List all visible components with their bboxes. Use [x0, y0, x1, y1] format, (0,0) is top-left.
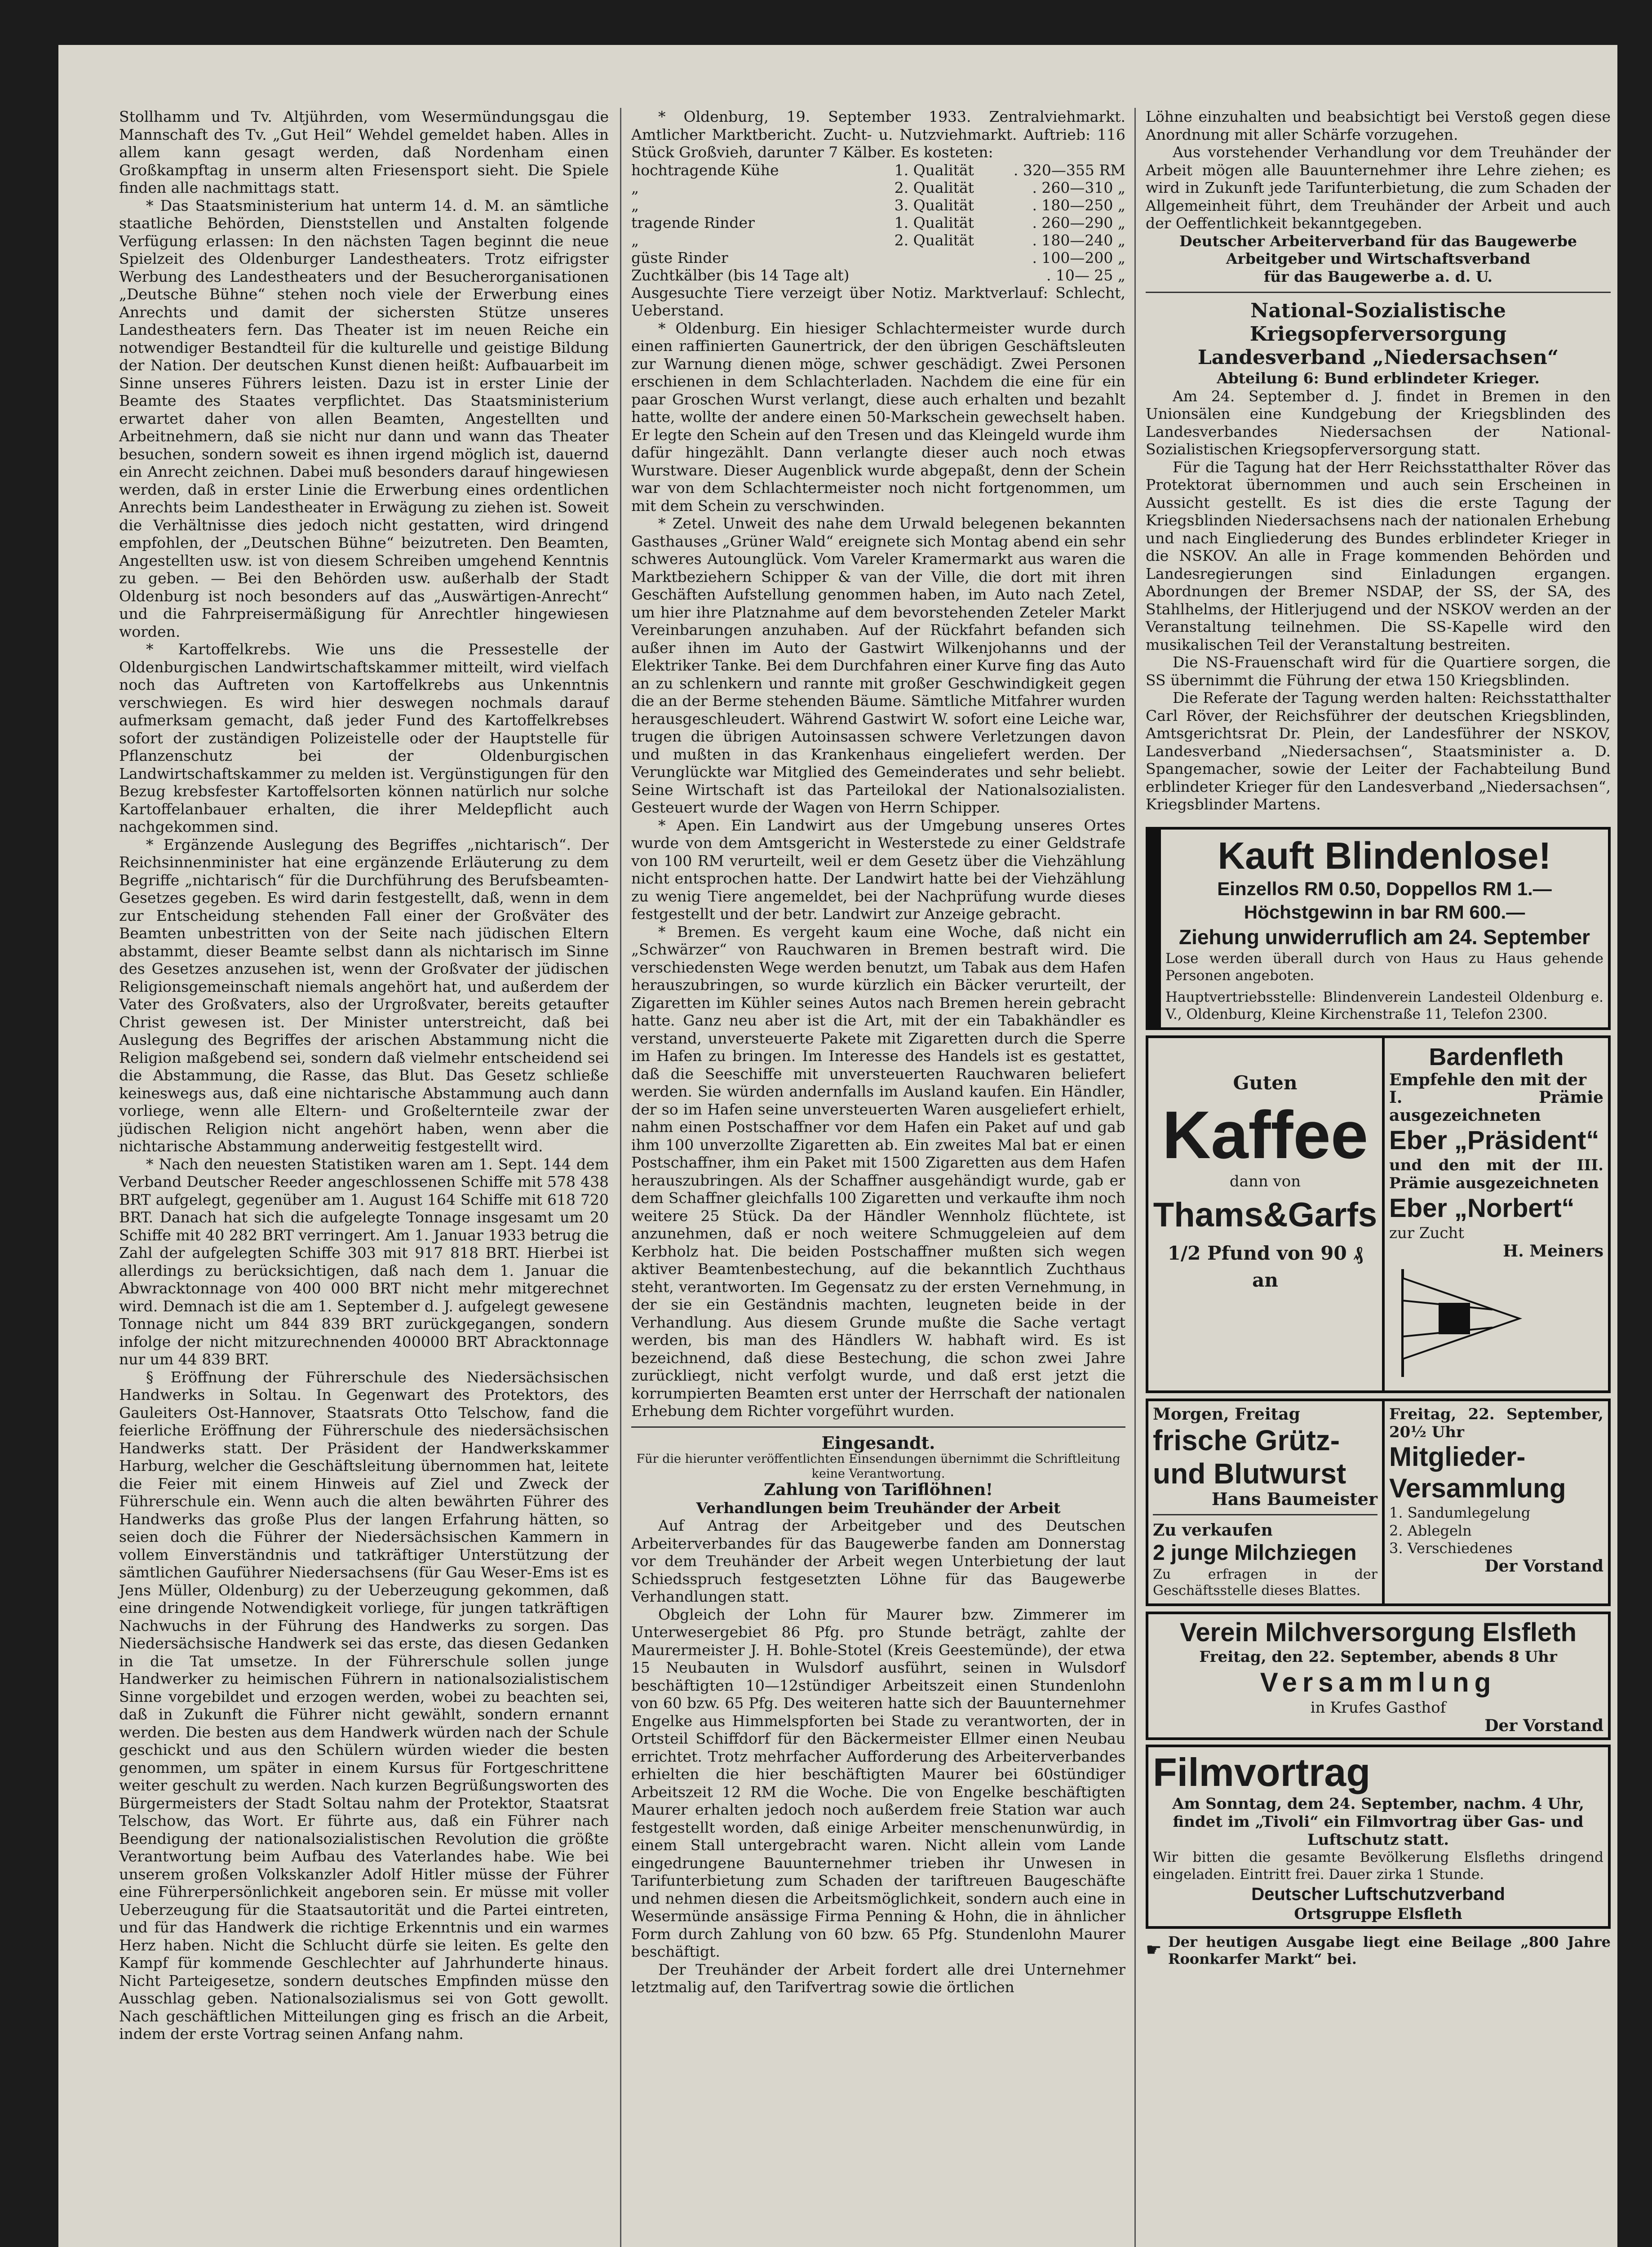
- market-outro: Ausgesuchte Tiere verzeigt über Notiz. Marktverlauf: Schlecht, Ueberstand.: [631, 284, 1125, 319]
- market-cell: hochtragende Kühe: [631, 161, 779, 179]
- ad-wurst-item-2: und Blutwurst: [1153, 1457, 1346, 1490]
- kov-subheading: Landesverband „Niedersachsen“: [1197, 346, 1559, 369]
- ad-versammlung-item: 3. Verschiedenes: [1389, 1540, 1513, 1557]
- ad-prize: Höchstgewinn in bar RM 600.—: [1244, 901, 1525, 923]
- ad-milch-when: Freitag, den 22. September, abends 8 Uhr: [1199, 1648, 1557, 1666]
- article-paragraph: Der Treuhänder der Arbeit fordert alle drei Unternehmer letztmalig auf, den Tarifvertrag sowie die örtlichen: [631, 1960, 1125, 1996]
- kov-heading: National-Sozialistische Kriegsopferversorgung: [1249, 299, 1507, 346]
- market-cell: . 180—240 „: [1032, 231, 1125, 249]
- ad-ziegen-verkaufen: Zu verkaufen: [1153, 1521, 1273, 1540]
- article-paragraph: § Eröffnung der Führerschule des Niedersächsischen Handwerks in Soltau. In Gegenwart des Protektors, des Gauleiters Ost-Hannover, Staatsrats Otto Telschow, fand die feierliche Eröffnung der Führerschule des niedersächsischen Handwerks statt. Der Präsident der Handwerkskammer Harburg, welcher die Geschäftsleitung übernommen hat, leitete die Feier mit einem Hinweis auf Ziel und Zweck der Führerschule ein. Wenn auch die alten bewährten Führer des Handwerks das große Plus der langen Erfahrung hätten, so seien doch die Führer der Niedersächsischen Kammern in vollem Einverständnis und tatkräftiger Unterstützung der sämtlichen Gauführer Niedersachsens (für Gau Weser-Ems ist es Jens Müller, Oldenburg) zu der Ueberzeugung gekommen, daß eine dringende Notwendigkeit vorliege, für jungen tatkräftigen Nachwuchs in der Führung des Handwerks zu sorgen. Das Niedersächsische Handwerk sei das erste, das diesen Gedanken in die Tat umsetze. In der Führerschule sollen junge Handwerker zu heimischen Führern in nationalsozialistischem Sinne vorgebildet und erzogen werden, wobei zu beachten sei, daß in Zukunft die Führer nicht gewählt, sondern ernannt werden. Die besten aus dem Handwerk würden nach der Schule geschickt und aus den Schülern würden wieder die besten genommen, um später in einem Kursus für Fortgeschrittene weiter geschult zu werden. Nach kurzen Begrüßungsworten des Bürgermeisters der Stadt Soltau nahm der Protektor, Staatsrat Telschow, das Wort. Er führte aus, daß ein Führer nach Beendigung der nationalsozialistischen Revolution die größte Verantwortung beim Aufbau des Vaterlandes habe. Wie bei unserem großen Volkskanzler Adolf Hitler müsse der Führer eine Führerpersönlichkeit angeboren sein. Er müsse mit voller Ueberzeugung für die Staatsautorität und die Partei eintreten, und für das Handwerk die richtige Erkenntnis und ein warmes Herz haben. Nicht die Schlucht dürfe sie leiten. Es gelte den Kampf für kommende Geschlechter auf Jahrhunderte hinaus. Nicht Parteigesetze, sondern deutsches Empfinden müsse den Ausschlag geben. Nationalsozialismus sei von Gott gewollt. Nach geschäftlichen Mitteilungen ging es frisch an die Arbeit, indem der erste Vortrag seinen Anfang nahm.: [119, 1368, 609, 2043]
- article-paragraph: Die Referate der Tagung werden halten: Reichsstatthalter Carl Röver, der Reichsführer der deutschen Kriegsblinden, Amtsgerichtsrat Dr. Plein, der Landesführer der NSKOV, Landesverband „Niedersachsen“, Staatsminister a. D. Spangemacher, sowie der Leiter der Fachabteilung Bund erblindeter Krieger für den Landesverband „Niedersachsen“, Kriegsblinder Martens.: [1146, 689, 1611, 813]
- column-rule: [1134, 108, 1136, 2247]
- market-cell: „: [631, 196, 639, 214]
- column-3: [1146, 108, 1611, 1967]
- market-intro: * Oldenburg, 19. September 1933. Zentralviehmarkt. Amtlicher Marktbericht. Zucht- u. Nutzviehmarkt. Auftrieb: 116 Stück Großvieh, darunter 7 Kälber. Es kosteten:: [631, 108, 1125, 161]
- footer-note-text: Der heutigen Ausgabe liegt eine Beilage „800 Jahre Roonkarfer Markt“ bei.: [1168, 1933, 1611, 1967]
- ad-wurst-item-1: frische Grütz-: [1153, 1424, 1340, 1457]
- ad-eber-und: und den mit der III. Prämie ausgezeichneten: [1389, 1156, 1603, 1192]
- article-paragraph: * Zetel. Unweit des nahe dem Urwald belegenen bekannten Gasthauses „Grüner Wald“ ereignete sich Montag abend ein sehr schweres Autounglück. Vom Vareler Kramermarkt aus waren die Marktbeziehern Schipper & van der Ville, die dort mit ihren Geschäften Aufstellung genommen haben, im Auto nach Zetel, um hier ihre Platznahme auf dem bevorstehenden Zeteler Markt Vereinbarungen anzuhaben. Auf der Rückfahrt befanden sich außer ihnen im Auto der Gastwirt Wilkenjohanns und der Elektriker Tanke. Bei dem Durchfahren einer Kurve fing das Auto an zu schlenkern und rannte mit großer Geschwindigkeit gegen die an der Berme stehenden Bäume. Sämtliche Mitfahrer wurden herausgeschleudert. Während Gastwirt W. sofort eine Leiche war, trugen die übrigen Autoinsassen schwere Verletzungen davon und mußten in das Krankenhaus eingeliefert werden. Der Verunglückte war Mitglied des Gemeinderates und sehr beliebt. Seine Wirtschaft ist das Parteilokal der Nationalsozialisten. Gesteuert wurde der Wagen von Herrn Schipper.: [631, 515, 1125, 816]
- ad-kaffee: [1148, 1038, 1385, 1391]
- ad-headline: Kauft Blindenlose!: [1218, 834, 1551, 877]
- ad-wurst-day: Morgen, Freitag: [1153, 1405, 1300, 1424]
- ad-kaffee-price: 1/2 Pfund von 90 ₰ an: [1167, 1242, 1363, 1291]
- ad-milch-title: Versammlung: [1260, 1667, 1497, 1697]
- column-1: [119, 108, 609, 2043]
- ad-vendor: Hauptvertriebsstelle: Blindenverein Landesteil Oldenburg e. V., Oldenburg, Kleine Kirchenstraße 11, Telefon 2300.: [1165, 989, 1603, 1022]
- market-cell: 2. Qualität: [894, 231, 974, 249]
- ad-versammlung: [1385, 1401, 1608, 1603]
- market-cell: 2. Qualität: [894, 178, 974, 196]
- ad-prices: Einzellos RM 0.50, Doppellos RM 1.—: [1217, 878, 1552, 899]
- article-paragraph: Die NS-Frauenschaft wird für die Quartiere sorgen, die SS übernimmt die Führung der etwa 150 Kriegsblinden.: [1146, 653, 1611, 689]
- article-paragraph: * Nach den neuesten Statistiken waren am 1. Sept. 144 dem Verband Deutscher Reeder angeschlossenen Schiffe mit 578 438 BRT aufgelegt, gegenüber am 1. August 164 Schiffe mit 618 720 BRT. Danach hat sich die aufgelegte Tonnage insgesamt um 20 Schiffe mit 40 282 BRT verringert. Am 1. Januar 1933 betrug die Zahl der aufgelegten Schiffe 303 mit 917 818 BRT. Hierbei ist allerdings zu berücksichtigen, daß nach dem 1. Januar die Abwracktonnage von 400 000 BRT nicht mehr mitgerechnet wird. Demnach ist die am 1. September d. J. aufgelegt gewesene Tonnage nicht um 844 839 BRT zurückgegangen, sondern infolge der nicht mitzurechnenden 400000 BRT Abracktonnage nur um 44 839 BRT.: [119, 1155, 609, 1368]
- ad-eber-empfehle: Empfehle den mit der: [1389, 1070, 1587, 1089]
- market-cell: . 100—200 „: [1032, 249, 1125, 266]
- column-rule: [620, 108, 621, 2247]
- ad-eber-praemie: I. Prämie ausgezeichneten: [1389, 1088, 1603, 1125]
- article-paragraph: * Kartoffelkrebs. Wie uns die Pressestelle der Oldenburgischen Landwirtschaftskammer mitteilt, wird vielfach noch das Auftreten von Kartoffelkrebs aus Unkenntnis verschwiegen. Es wird hier deswegen nochmals darauf aufmerksam gemacht, daß jeder Fund des Kartoffelkrebses sofort der zuständigen Polizeistelle oder der Hauptstelle für Pflanzenschutz bei der Oldenburgischen Landwirtschaftskammer zu melden ist. Vergünstigungen für den Bezug krebsfester Kartoffelsorten können natürlich nur solche Kartoffelanbauer erhalten, die ihrer Meldepflicht auch nachgekommen sind.: [119, 640, 609, 835]
- market-cell: tragende Rinder: [631, 213, 755, 231]
- newspaper-page: [58, 45, 1617, 2247]
- market-cell: „: [631, 178, 639, 196]
- tarif-subheading: Verhandlungen beim Treuhänder der Arbeit: [696, 1499, 1061, 1517]
- ad-blindenlose: [1146, 827, 1611, 1030]
- pennant-flag-icon: [1389, 1265, 1524, 1381]
- market-row: [631, 266, 1125, 284]
- market-cell: 3. Qualität: [894, 196, 974, 214]
- market-cell: güste Rinder: [631, 249, 728, 266]
- ad-ziegen-info: Zu erfragen in der Geschäftsstelle dieses Blattes.: [1153, 1566, 1377, 1599]
- market-cell: 1. Qualität: [894, 161, 974, 179]
- signature-line: für das Baugewerbe a. d. U.: [1264, 267, 1493, 285]
- market-row: [631, 231, 1125, 249]
- section-divider: [1146, 292, 1611, 293]
- market-cell: . 260—290 „: [1032, 213, 1125, 231]
- section-divider: [631, 1426, 1125, 1428]
- ad-milch-org: Verein Milchversorgung Elsfleth: [1179, 1617, 1577, 1647]
- ad-filmvortrag: [1146, 1745, 1611, 1929]
- ad-versammlung-date: Freitag, 22. September, 20½ Uhr: [1389, 1405, 1603, 1441]
- kov-department: Abteilung 6: Bund erblindeter Krieger.: [1217, 369, 1540, 387]
- article-paragraph: * Oldenburg. Ein hiesiger Schlachtermeister wurde durch einen raffinierten Gaunertrick, der den übrigen Geschäftsleuten zur Warnung dienen möge, schwer geschädigt. Zwei Personen erschienen in dem Schlachterladen. Nachdem die eine für ein paar Groschen Wurst verlangt, diese auch erhalten und bezahlt hatte, wollte der andere einen 50-Markschein gewechselt haben. Er legte den Schein auf den Tresen und das Kleingeld wurde ihm dafür hingezählt. Dann verlangte dieser auch noch etwas Wurstware. Dieser Augenblick wurde abgepaßt, denn der Schein war von dem Schlachtermeister noch nicht fortgenommen, um mit dem Schein zu verschwinden.: [631, 319, 1125, 515]
- market-row: [631, 196, 1125, 214]
- ad-versammlung-title-1: Mitglieder-: [1389, 1442, 1526, 1472]
- footer-note: [1146, 1933, 1611, 1967]
- market-row: [631, 249, 1125, 266]
- pointing-hand-icon: ☛: [1146, 1939, 1162, 1960]
- market-row: [631, 179, 1125, 196]
- market-cell: Zuchtkälber (bis 14 Tage alt): [631, 266, 850, 284]
- market-cell: . 180—250 „: [1032, 196, 1125, 214]
- market-table: [631, 161, 1125, 284]
- ad-milch-sign: Der Vorstand: [1484, 1716, 1603, 1735]
- signature-line: Arbeitgeber und Wirtschaftsverband: [1226, 250, 1531, 267]
- ad-eber-place: Bardenfleth: [1429, 1043, 1564, 1070]
- ad-film-org-1: Deutscher Luftschutzverband: [1251, 1884, 1505, 1904]
- article-paragraph: * Das Staatsministerium hat unterm 14. d. M. an sämtliche staatliche Behörden, Dienststellen und Anstalten folgende Verfügung erlassen: In den nächsten Tagen beginnt die neue Spielzeit des Oldenburger Landestheaters. Trotz eifrigster Werbung des Landestheaters und der Besucherorganisationen „Deutsche Bühne“ stehen noch viele der Erwerbung eines Anrechts und damit der sichersten Stütze unseres Landestheaters fern. Das Theater ist im neuen Reiche ein notwendiger Bestandteil für die kulturelle und geistige Bildung der Nation. Der deutschen Kunst dienen heißt: Aufbauarbeit im Sinne unseres Führers leisten. Dazu ist in erster Linie der Beamte des Staates verpflichtet. Das Staatsministerium erwartet daher von allen Beamten, Angestellten und Arbeitnehmern, daß sie nicht nur dann und wann das Theater besuchen, sondern soweit es ihnen irgend möglich ist, dauernd ein Anrecht zeichnen. Dabei muß besonders darauf hingewiesen werden, daß in erster Linie die Erwerbung eines ordentlichen Anrechts beim Landestheater in Erwägung zu ziehen ist. Soweit die Verhältnisse dies jedoch nicht gestatten, wird dringend empfohlen, der „Deutschen Bühne“ beizutreten. Den Beamten, Angestellten usw. ist von diesem Schreiben umgehend Kenntnis zu geben. — Bei den Behörden usw. außerhalb der Stadt Oldenburg ist noch besonders auf das „Auswärtigen-Anrecht“ und die Fahrpreisermäßigung für Anrechtler hingewiesen worden.: [119, 196, 609, 640]
- article-paragraph: * Apen. Ein Landwirt aus der Umgebung unseres Ortes wurde von dem Amtsgericht in Westerstede zu einer Geldstrafe von 100 RM verurteilt, weil er dem Gesetz über die Viehzählung nicht entsprochen hatte. Der Landwirt hatte bei der Viehzählung zu wenig Tiere angemeldet, bei der Nachprüfung wurde dieses festgestellt und der betr. Landwirt zur Anzeige gebracht.: [631, 816, 1125, 923]
- market-row: [631, 161, 1125, 179]
- article-paragraph: Am 24. September d. J. findet in Bremen in den Unionsälen eine Kundgebung der Kriegsblinden des Landesverbandes Niedersachsen der National-Sozialistischen Kriegsopferversorgung statt.: [1146, 387, 1611, 458]
- market-cell: . 320—355 RM: [1013, 161, 1125, 179]
- ad-draw-date: Ziehung unwiderruflich am 24. September: [1178, 925, 1590, 949]
- column-2: [631, 108, 1125, 1996]
- ad-versammlung-item: 2. Ablegeln: [1389, 1522, 1472, 1539]
- ad-delivery: Lose werden überall durch von Haus zu Haus gehende Personen angeboten.: [1165, 950, 1603, 984]
- ad-film-org-2: Ortsgruppe Elsfleth: [1294, 1905, 1462, 1923]
- article-paragraph: * Ergänzende Auslegung des Begriffes „nichtarisch“. Der Reichsinnenminister hat eine ergänzende Erläuterung zu dem Begriffe „nichtarisch“ für die Durchführung des Berufsbeamten-Gesetzes gegeben. Es wird darin festgestellt, daß, wenn in dem zur Entscheidung stehenden Fall einer der Großväter des Beamten unbestritten von der Seite nach jüdischen Eltern abstammt, dieser Beamte selbst dann als nichtarisch im Sinne des Gesetzes anzusehen ist, wenn der Großvater der jüdischen Religionsgemeinschaft niemals angehört hat, und außerdem der Vater des Großvaters, also der Urgroßvater, bereits getaufter Christ gewesen ist. Der Minister unterstreicht, daß bei Auslegung des Begriffes der arischen Abstammung nicht die Religion maßgebend sei, sondern daß vielmehr entscheidend sei die Abstammung, die Rasse, das Blut. Das Gesetz schließe keineswegs aus, daß eine nichtarische Abstammung auch dann vorliege, wenn alle Eltern- und Großelternteile zwar der jüdischen Religion nicht angehört haben, wenn aber die nichtarische Abstammung anderweitig festgestellt wird.: [119, 835, 609, 1155]
- market-cell: [895, 249, 991, 266]
- ad-eber-name-2: Eber „Norbert“: [1389, 1194, 1575, 1223]
- ad-eber-zucht: zur Zucht: [1389, 1224, 1464, 1242]
- eingesandt-note: Für die hierunter veröffentlichten Einsendungen übernimmt die Schriftleitung keine Verantwortung.: [636, 1452, 1121, 1481]
- ad-eber: [1385, 1038, 1608, 1391]
- market-cell: . 260—310 „: [1032, 178, 1125, 196]
- ad-wurst: [1148, 1401, 1385, 1603]
- ad-kaffee-firm: Thams&Garfs: [1153, 1196, 1377, 1234]
- ad-grid-1: [1146, 1035, 1611, 1394]
- ad-grid-2: [1146, 1399, 1611, 1606]
- article-paragraph: Auf Antrag der Arbeitgeber und des Deutschen Arbeiterverbandes für das Baugewerbe fanden am Donnerstag vor dem Treuhänder der Arbeit wegen Unterbietung der laut Schiedsspruch festgesetzten Löhne für das Baugewerbe Verhandlungen statt.: [631, 1517, 1125, 1605]
- ad-ziegen-item: 2 junge Milchziegen: [1153, 1541, 1357, 1565]
- article-paragraph: Für die Tagung hat der Herr Reichsstatthalter Röver das Protektorat übernommen und auch sein Erscheinen in Aussicht gestellt. Es ist dies die erste Tagung der Kriegsblinden Niedersachsens nach der nationalen Erhebung und nach Eingliederung des Bundes erblindeter Krieger in die NSKOV. An alle in Frage kommenden Behörden und Landesregierungen sind Einladungen ergangen. Abordnungen der Bremer NSDAP, der SS, der SA, des Stahlhelms, der Hitlerjugend und der NSKOV werden an der Veranstaltung teilnehmen. Die SS-Kapelle wird den musikalischen Teil der Veranstaltung bestreiten.: [1146, 458, 1611, 653]
- ad-eber-seller: H. Meiners: [1503, 1241, 1603, 1261]
- ad-film-invite: Wir bitten die gesamte Bevölkerung Elsfleths dringend eingeladen. Eintritt frei. Dauer zirka 1 Stunde.: [1153, 1849, 1603, 1883]
- tarif-heading: Zahlung von Tariflöhnen!: [764, 1480, 993, 1499]
- market-cell: [895, 266, 991, 284]
- ad-wurst-seller: Hans Baumeister: [1211, 1488, 1377, 1509]
- signature-line: Deutscher Arbeiterverband für das Baugewerbe: [1179, 232, 1577, 250]
- article-paragraph: Stollhamm und Tv. Altjührden, vom Wesermündungsgau die Mannschaft des Tv. „Gut Heil“ Wehdel gemeldet haben. Alles in allem kann gesagt werden, daß Nordenham einen Großkampftag in unserm alten Friesensport sieht. Die Spiele finden alle nachmittags statt.: [119, 108, 609, 196]
- ad-versammlung-sign: Der Vorstand: [1484, 1556, 1603, 1576]
- article-paragraph: * Bremen. Es vergeht kaum eine Woche, daß nicht ein „Schwärzer“ von Rauchwaren in Bremen bestraft wird. Die verschiedensten Wege werden benutzt, um Tabak aus dem Hafen herauszubringen, so wurde kürzlich ein Bäcker verurteilt, der Zigaretten im Kühler seines Autos nach Bremen herein gebracht hatte. Ganz neu aber ist die Art, mit der ein Tabakhändler es verstand, unversteuerte Pakete mit Zigaretten durch die Sperre im Hafen zu bringen. Im Interesse des Handels ist es gestattet, daß die Seeschiffe mit unversteuerten Rauchwaren beliefert werden. Sie würden andernfalls im Ausland kaufen. Ein Händler, der so im Hafen seine unversteuerten Waren ausgeliefert erhielt, nahm einen Postschaffner vor dem Hafen ein Paket auf und gab ihm 100 unverzollte Zigaretten ab. Ein zweites Mal bat er einen Postschaffner, ihm ein Paket mit 1500 Zigaretten aus dem Hafen herauszubringen. Als der Schaffner ausgehändigt wurde, gab er dem Schaffner gleichfalls 100 Zigaretten und verkaufte ihm noch weitere 25 Stück. Da der Händler Wennholz flüchtete, ist anzunehmen, daß er noch weitere Schmuggeleien auf dem Kerbholz hat. Die beiden Postschaffner mußten sich wegen aktiver Beamtenbestechung, auf die bekanntlich Zuchthaus steht, verantworten. Im Gegensatz zu der ersten Vernehmung, in der sie ein Geständnis machten, leugneten beide in der Verhandlung. Aus diesem Grunde mußte die Sache vertagt werden, bis man des Händlers W. habhaft wird. Es ist bezeichnend, daß diese Bestechung, die schon zwei Jahre zurückliegt, nicht verfolgt wurde, und daß erst jetzt die korrumpierten Beamten erst unter der Herrschaft der nationalen Erhebung dem Richter vorgeführt wurden.: [631, 923, 1125, 1420]
- article-paragraph: Aus vorstehender Verhandlung vor dem Treuhänder der Arbeit mögen alle Bauunternehmer ihre Lehre ziehen; es wird in Zukunft jede Tarifunterbietung, die zum Schaden der Allgemeinheit führt, dem Treuhänder der Arbeit und auch der Oeffentlichkeit bekanntgegeben.: [1146, 143, 1611, 232]
- eingesandt-heading: Eingesandt.: [821, 1432, 935, 1453]
- ad-kaffee-dann: dann von: [1229, 1172, 1301, 1190]
- ad-divider: [1153, 1514, 1377, 1515]
- ad-eber-name-1: Eber „Präsident“: [1389, 1126, 1599, 1155]
- market-cell: . 10— 25 „: [1046, 266, 1125, 284]
- ad-versammlung-item: 1. Sandumlegelung: [1389, 1504, 1531, 1521]
- ad-kaffee-word: Kaffee: [1162, 1097, 1369, 1172]
- article-paragraph: Obgleich der Lohn für Maurer bzw. Zimmerer im Unterwesergebiet 86 Pfg. pro Stunde beträgt, zahlte der Maurermeister J. H. Bohle-Stotel (Kreis Geestemünde), der etwa 15 Neubauten in Wulsdorf ausführt, seinen in Wulsdorf beschäftigten 10—12stündiger Arbeitszeit einen Stundenlohn von 60 bzw. 65 Pfg. Des weiteren hatte sich der Bauunternehmer Engelke aus Himmelspforten bei Stade zu verantworten, der in Ortsteil Schiffdorf für den Bäckermeister Ellmer einen Neubau errichtet. Trotz mehrfacher Aufforderung des Arbeiterverbandes erhielten die hier beschäftigten Maurer bei 60stündiger Arbeitszeit 12 RM die Woche. Die von Engelke beschäftigten Maurer erhalten jedoch noch außerdem freie Station war auch festgestellt worden, daß einige Arbeiter menschenunwürdig, in einem Stall untergebracht waren. Nicht allein vom Lande eingedrungene Bauunternehmer trieben ihr Unwesen in Tarifunterbietung zum Schaden der tariftreuen Baugeschäfte und nehmen diesen die Arbeitsmöglichkeit, sondern auch eine in Wesermünde ansässige Firma Penning & Hohn, die in ähnlicher Form durch Zahlung von 60 bzw. 65 Pfg. Stundenlohn Maurer beschäftigt.: [631, 1605, 1125, 1960]
- ad-milch-where: in Krufes Gasthof: [1310, 1699, 1446, 1717]
- ad-kaffee-guten: Guten: [1233, 1071, 1298, 1094]
- ad-milchversorgung: [1146, 1612, 1611, 1741]
- market-cell: 1. Qualität: [894, 213, 974, 231]
- market-cell: „: [631, 231, 639, 249]
- ad-versammlung-title-2: Versammlung: [1389, 1473, 1566, 1503]
- ad-film-when: Am Sonntag, dem 24. September, nachm. 4 Uhr, findet im „Tivoli“ ein Filmvortrag über Gas- und Luftschutz statt.: [1172, 1795, 1584, 1849]
- market-row: [631, 214, 1125, 231]
- article-paragraph: Löhne einzuhalten und beabsichtigt bei Verstoß gegen diese Anordnung mit aller Schärfe vorzugehen.: [1146, 108, 1611, 143]
- ad-film-title: Filmvortrag: [1153, 1750, 1371, 1794]
